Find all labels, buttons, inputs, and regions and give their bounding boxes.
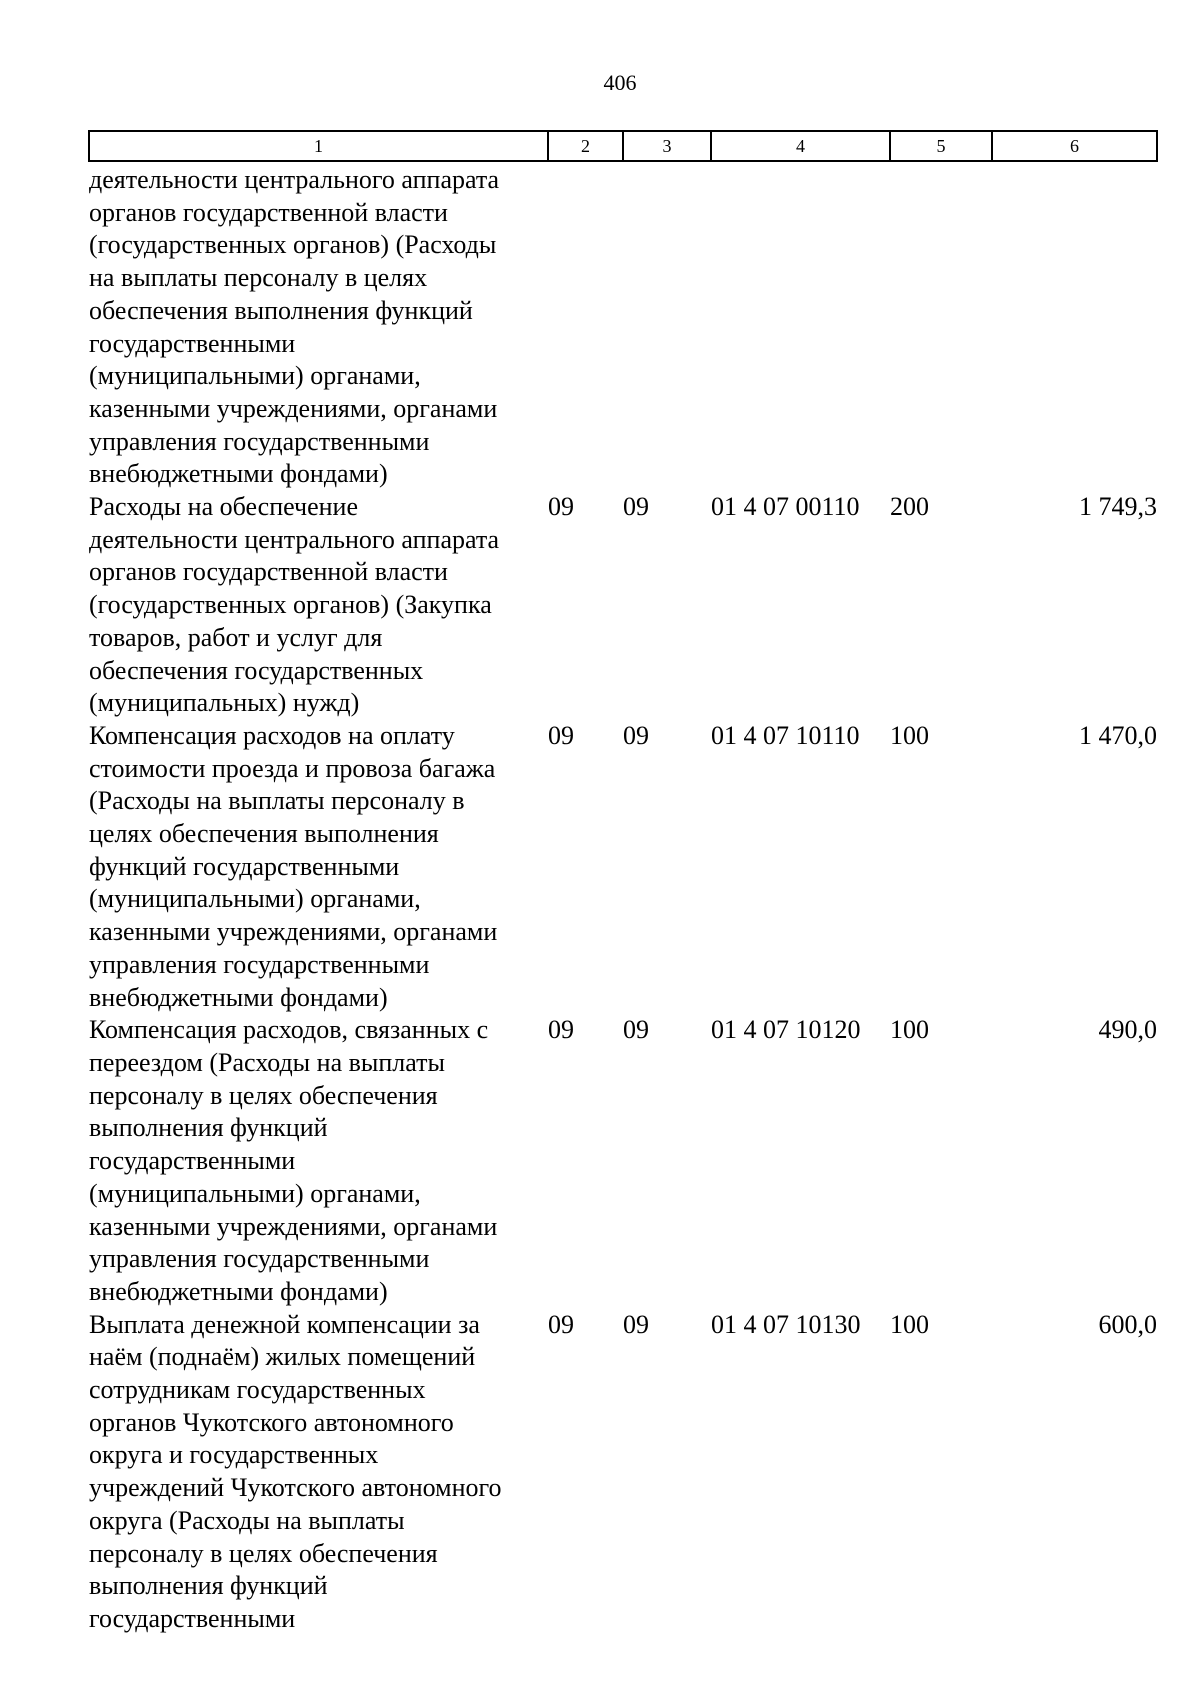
section-code: 09: [548, 492, 574, 522]
expense-description: [89, 1014, 548, 1308]
description-line: (муниципальными) органами,: [89, 361, 421, 391]
description-line: Расходы на обеспечение: [89, 492, 359, 522]
table-row: [89, 491, 1157, 720]
description-line: обеспечения выполнения функций: [89, 295, 473, 325]
amount-value: 600,0: [1098, 1309, 1157, 1339]
description-line: государственными: [89, 1603, 296, 1633]
target-article-code: [711, 161, 890, 491]
description-line: управления государственными: [89, 1244, 430, 1274]
description-line: персоналу в целях обеспечения: [89, 1538, 438, 1568]
description-line: целях обеспечения выполнения: [89, 819, 439, 849]
column-header-4: 4: [711, 131, 890, 161]
section-code: [548, 161, 623, 491]
description-line: Компенсация расходов, связанных с: [89, 1015, 489, 1045]
description-line: на выплаты персоналу в целях: [89, 263, 428, 293]
description-line: деятельности центрального аппарата: [89, 524, 500, 554]
subsection-code: 09: [623, 720, 649, 750]
description-line: сотрудникам государственных: [89, 1375, 426, 1405]
description-line: деятельности центрального аппарата: [89, 165, 500, 194]
table-row: [89, 720, 1157, 1014]
description-line: функций государственными: [89, 851, 400, 881]
description-line: переездом (Расходы на выплаты: [89, 1047, 445, 1077]
description-line: персоналу в целях обеспечения: [89, 1080, 438, 1110]
target-article-code: 01 4 07 10120: [711, 1015, 861, 1045]
description-line: (муниципальными) органами,: [89, 884, 421, 914]
subsection-code: [623, 161, 711, 491]
description-line: учреждений Чукотского автономного: [89, 1473, 502, 1503]
table-body: [89, 161, 1157, 1636]
column-header-5: 5: [890, 131, 992, 161]
target-article-code: 01 4 07 10110: [711, 720, 860, 750]
description-line: казенными учреждениями, органами: [89, 1211, 498, 1241]
description-line: стоимости проезда и провоза багажа: [89, 753, 496, 783]
table-row: [89, 1309, 1157, 1636]
section-code: 09: [548, 1015, 574, 1045]
section-code: 09: [548, 720, 574, 750]
subsection-code: 09: [623, 1309, 649, 1339]
amount-value: 490,0: [1098, 1015, 1157, 1045]
description-line: (государственных органов) (Закупка: [89, 590, 492, 620]
table-header: [89, 131, 1157, 161]
expense-description: [89, 1309, 548, 1636]
description-line: товаров, работ и услуг для: [89, 622, 383, 652]
description-line: казенными учреждениями, органами: [89, 393, 498, 423]
description-line: казенными учреждениями, органами: [89, 917, 498, 947]
table-row: [89, 1014, 1157, 1308]
description-line: внебюджетными фондами): [89, 1276, 388, 1306]
page-number: 406: [603, 70, 637, 95]
budget-table: [88, 130, 1158, 1636]
description-line: (муниципальными) органами,: [89, 1178, 421, 1208]
description-line: государственными: [89, 1146, 296, 1176]
description-line: обеспечения государственных: [89, 655, 424, 685]
amount-value: [992, 161, 1157, 491]
section-code: 09: [548, 1309, 574, 1339]
column-header-3: 3: [623, 131, 711, 161]
description-line: выполнения функций: [89, 1113, 328, 1143]
expense-type-code: 100: [890, 720, 929, 750]
description-line: (муниципальных) нужд): [89, 688, 360, 718]
subsection-code: 09: [623, 1015, 649, 1045]
description-line: внебюджетными фондами): [89, 982, 388, 1012]
column-header-1: 1: [89, 131, 548, 161]
description-line: округа и государственных: [89, 1440, 379, 1470]
description-line: (государственных органов) (Расходы: [89, 230, 497, 260]
expense-description: [89, 161, 548, 491]
description-line: органов государственной власти: [89, 557, 448, 587]
table-row: [89, 161, 1157, 491]
expense-type-code: 200: [890, 492, 929, 522]
description-line: управления государственными: [89, 426, 430, 456]
description-line: округа (Расходы на выплаты: [89, 1505, 405, 1535]
description-line: выполнения функций: [89, 1571, 328, 1601]
description-line: (Расходы на выплаты персоналу в: [89, 786, 465, 816]
column-header-2: 2: [548, 131, 623, 161]
description-line: Выплата денежной компенсации за: [89, 1309, 480, 1339]
expense-type-code: 100: [890, 1015, 929, 1045]
description-line: управления государственными: [89, 949, 430, 979]
target-article-code: 01 4 07 00110: [711, 492, 860, 522]
description-line: органов государственной власти: [89, 197, 448, 227]
expense-description: [89, 491, 548, 720]
description-line: Компенсация расходов на оплату: [89, 720, 455, 750]
amount-value: 1 470,0: [1079, 720, 1157, 750]
description-line: органов Чукотского автономного: [89, 1407, 454, 1437]
expense-type-code: [890, 161, 992, 491]
subsection-code: 09: [623, 492, 649, 522]
target-article-code: 01 4 07 10130: [711, 1309, 861, 1339]
description-line: наём (поднаём) жилых помещений: [89, 1342, 476, 1372]
column-header-6: 6: [992, 131, 1157, 161]
amount-value: 1 749,3: [1079, 492, 1157, 522]
expense-description: [89, 720, 548, 1014]
header-row: [89, 131, 1157, 161]
description-line: внебюджетными фондами): [89, 459, 388, 489]
description-line: государственными: [89, 328, 296, 358]
expense-type-code: 100: [890, 1309, 929, 1339]
